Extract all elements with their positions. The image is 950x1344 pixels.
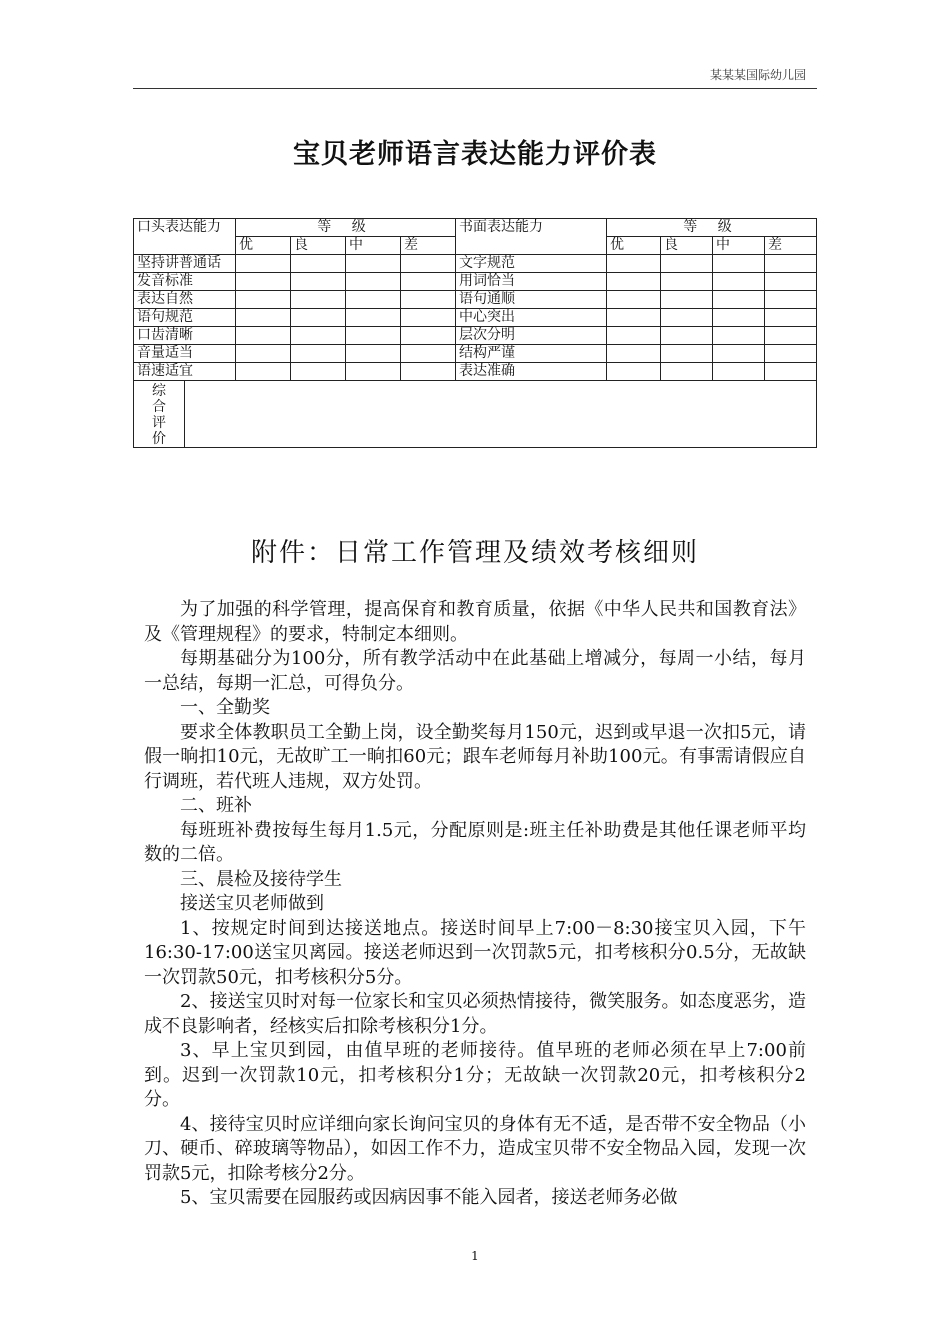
grade-cell bbox=[607, 309, 661, 327]
grade-cell bbox=[236, 273, 291, 291]
grade-cell bbox=[291, 345, 346, 363]
paragraph: 每班班补费按每生每月1.5元，分配原则是:班主任补助费是其他任课老师平均数的二倍。 bbox=[144, 819, 806, 865]
written-grade-good: 良 bbox=[661, 237, 713, 255]
grade-cell bbox=[713, 363, 765, 381]
grade-cell bbox=[401, 291, 456, 309]
paragraph: 1、按规定时间到达接送地点。接送时间早上7:00－8:30接宝贝入园，下午16:30-17:00送宝贝离园。接送老师迟到一次罚款5元，扣考核积分0.5分，无故缺一次罚款50元，扣考核积分5分。 bbox=[144, 917, 806, 988]
grade-cell bbox=[401, 363, 456, 381]
written-criterion: 结构严谨 bbox=[456, 345, 607, 363]
section-heading: 三、晨检及接待学生 bbox=[180, 868, 342, 890]
grade-cell bbox=[607, 345, 661, 363]
table-row bbox=[134, 273, 817, 291]
written-grade-header: 等 级 bbox=[607, 219, 817, 237]
paragraph: 5、宝贝需要在园服药或因病因事不能入园者，接送老师务必做 bbox=[180, 1187, 678, 1208]
paragraph: 为了加强的科学管理，提高保育和教育质量，依据《中华人民共和国教育法》及《管理规程》的要求，特制定本细则。 bbox=[144, 599, 806, 645]
oral-criterion: 表达自然 bbox=[134, 291, 236, 309]
written-criterion: 层次分明 bbox=[456, 327, 607, 345]
written-grade-fair: 中 bbox=[713, 237, 765, 255]
oral-grade-header: 等 级 bbox=[236, 219, 456, 237]
grade-cell bbox=[765, 327, 817, 345]
oral-criterion: 语句规范 bbox=[134, 309, 236, 327]
grade-cell bbox=[401, 345, 456, 363]
summary-label-char: 综 bbox=[152, 383, 166, 399]
grade-cell bbox=[661, 291, 713, 309]
table-row bbox=[134, 363, 817, 381]
section-heading: 一、全勤奖 bbox=[180, 697, 270, 718]
written-grade-excellent: 优 bbox=[607, 237, 661, 255]
attachment-title: 附件：日常工作管理及绩效考核细则 bbox=[250, 538, 699, 568]
written-criterion: 文字规范 bbox=[456, 255, 607, 273]
grade-cell bbox=[346, 309, 401, 327]
grade-cell bbox=[291, 273, 346, 291]
grade-cell bbox=[236, 309, 291, 327]
grade-cell bbox=[661, 255, 713, 273]
grade-cell bbox=[291, 363, 346, 381]
paragraph: 3、早上宝贝到园，由值早班的老师接待。值早班的老师必须在早上7:00前到。迟到一次罚款10元，扣考核积分1分；无故缺一次罚款20元，扣考核积分2分。 bbox=[144, 1040, 806, 1110]
header-divider bbox=[133, 88, 817, 89]
grade-cell bbox=[236, 327, 291, 345]
written-criterion: 用词恰当 bbox=[456, 273, 607, 291]
grade-cell bbox=[346, 363, 401, 381]
grade-cell bbox=[607, 255, 661, 273]
grade-cell bbox=[346, 273, 401, 291]
page-number: 1 bbox=[471, 1249, 479, 1263]
table-row bbox=[134, 255, 817, 273]
grade-cell bbox=[401, 273, 456, 291]
grade-cell bbox=[661, 363, 713, 381]
grade-cell bbox=[291, 309, 346, 327]
oral-grade-excellent: 优 bbox=[236, 237, 291, 255]
grade-cell bbox=[236, 291, 291, 309]
summary-row bbox=[134, 381, 817, 448]
grade-cell bbox=[765, 345, 817, 363]
evaluation-table bbox=[133, 218, 817, 448]
table-header-row-1 bbox=[134, 219, 817, 237]
summary-content bbox=[185, 381, 817, 448]
grade-cell bbox=[401, 255, 456, 273]
written-criterion: 中心突出 bbox=[456, 309, 607, 327]
grade-cell bbox=[765, 363, 817, 381]
table-row bbox=[134, 327, 817, 345]
grade-cell bbox=[607, 273, 661, 291]
grade-cell bbox=[765, 309, 817, 327]
grade-cell bbox=[346, 255, 401, 273]
oral-header: 口头表达能力 bbox=[134, 219, 236, 255]
grade-cell bbox=[401, 309, 456, 327]
grade-cell bbox=[765, 255, 817, 273]
summary-label-char: 价 bbox=[152, 431, 166, 447]
oral-grade-good: 良 bbox=[291, 237, 346, 255]
grade-cell bbox=[346, 345, 401, 363]
oral-criterion: 发音标准 bbox=[134, 273, 236, 291]
table-row bbox=[134, 309, 817, 327]
grade-cell bbox=[291, 327, 346, 345]
grade-cell bbox=[713, 345, 765, 363]
grade-cell bbox=[661, 273, 713, 291]
paragraph: 要求全体教职员工全勤上岗，设全勤奖每月150元，迟到或早退一次扣5元，请假一晌扣10元，无故旷工一晌扣60元；跟车老师每月补助100元。有事需请假应自行调班，若代班人违规，双方处罚。 bbox=[144, 721, 806, 792]
paragraph: 4、接待宝贝时应详细向家长询问宝贝的身体有无不适，是否带不安全物品（小刀、硬币、碎玻璃等物品），如因工作不力，造成宝贝带不安全物品入园，发现一次罚款5元，扣除考核分2分。 bbox=[144, 1113, 806, 1184]
written-criterion: 语句通顺 bbox=[456, 291, 607, 309]
grade-cell bbox=[661, 309, 713, 327]
evaluation-table-title: 宝贝老师语言表达能力评价表 bbox=[293, 139, 657, 170]
table-row bbox=[134, 291, 817, 309]
grade-cell bbox=[291, 255, 346, 273]
grade-cell bbox=[713, 327, 765, 345]
grade-cell bbox=[291, 291, 346, 309]
grade-cell bbox=[765, 291, 817, 309]
summary-label-char: 评 bbox=[152, 415, 166, 431]
grade-cell bbox=[236, 345, 291, 363]
grade-cell bbox=[346, 327, 401, 345]
paragraph: 2、接送宝贝时对每一位家长和宝贝必须热情接待，微笑服务。如态度恶劣，造成不良影响者，经核实后扣除考核积分1分。 bbox=[144, 991, 806, 1037]
grade-cell bbox=[661, 327, 713, 345]
written-header: 书面表达能力 bbox=[456, 219, 607, 255]
oral-criterion: 语速适宜 bbox=[134, 363, 236, 381]
header-org-name: 某某某国际幼儿园 bbox=[709, 68, 806, 82]
table-row bbox=[134, 345, 817, 363]
grade-cell bbox=[713, 255, 765, 273]
written-grade-poor: 差 bbox=[765, 237, 817, 255]
grade-cell bbox=[661, 345, 713, 363]
oral-criterion: 音量适当 bbox=[134, 345, 236, 363]
grade-cell bbox=[765, 273, 817, 291]
grade-cell bbox=[607, 291, 661, 309]
grade-cell bbox=[607, 327, 661, 345]
grade-cell bbox=[713, 309, 765, 327]
grade-cell bbox=[236, 255, 291, 273]
paragraph: 每期基础分为100分，所有教学活动中在此基础上增减分，每周一小结，每月一总结，每期一汇总，可得负分。 bbox=[144, 648, 806, 694]
grade-cell bbox=[346, 291, 401, 309]
grade-cell bbox=[236, 363, 291, 381]
summary-label bbox=[134, 381, 185, 448]
grade-cell bbox=[713, 291, 765, 309]
oral-criterion: 坚持讲普通话 bbox=[134, 255, 236, 273]
grade-cell bbox=[401, 327, 456, 345]
summary-label-char: 合 bbox=[152, 399, 166, 415]
grade-cell bbox=[713, 273, 765, 291]
section-heading: 二、班补 bbox=[180, 795, 252, 816]
oral-grade-fair: 中 bbox=[346, 237, 401, 255]
oral-criterion: 口齿清晰 bbox=[134, 327, 236, 345]
attachment-body bbox=[144, 598, 806, 1211]
paragraph: 接送宝贝老师做到 bbox=[180, 893, 324, 914]
written-criterion: 表达准确 bbox=[456, 363, 607, 381]
grade-cell bbox=[607, 363, 661, 381]
oral-grade-poor: 差 bbox=[401, 237, 456, 255]
